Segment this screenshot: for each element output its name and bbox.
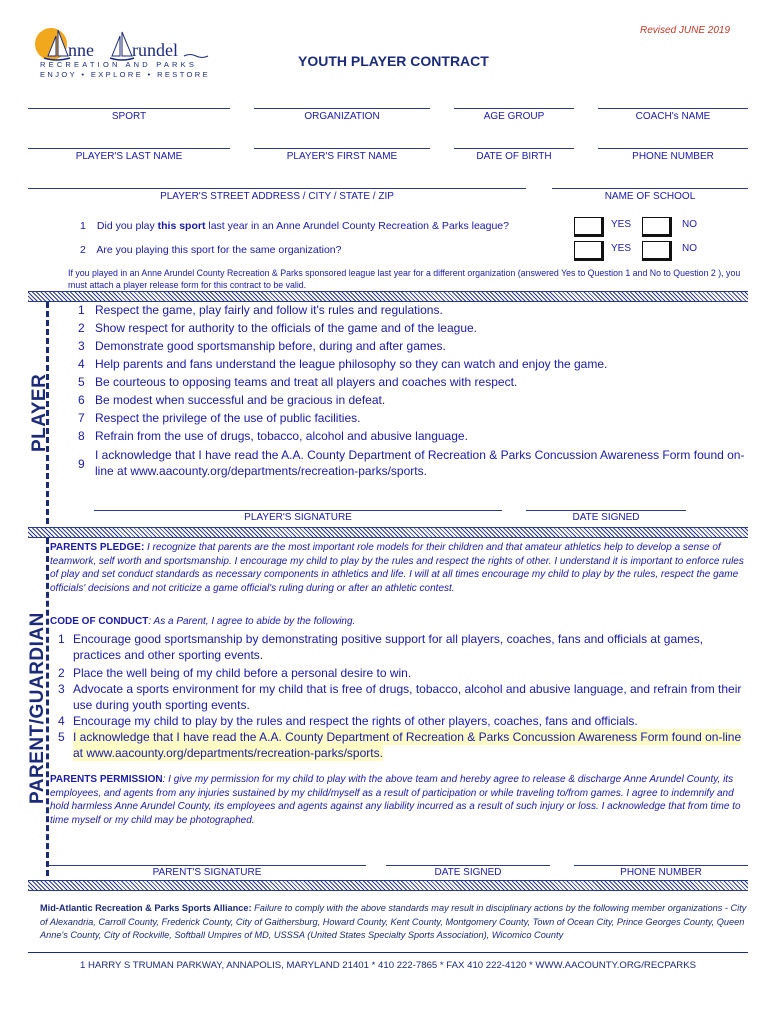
parent-bottom-border — [28, 880, 748, 891]
player-signature-label: PLAYER'S SIGNATURE — [244, 512, 352, 523]
organization-field-line[interactable] — [254, 108, 430, 109]
player-rule-number: 3 — [78, 339, 85, 353]
dob-field-line[interactable] — [454, 148, 574, 149]
player-item-9-line1: I acknowledge that I have read the A.A. County Department of Recreation & Parks Concussion Awareness Form found on- — [95, 448, 745, 462]
parent-signature-label: PARENT'S SIGNATURE — [152, 867, 262, 878]
revised-date: Revised JUNE 2019 — [640, 25, 731, 36]
player-rule-text: Demonstrate good sportsmanship before, during and after games. — [95, 339, 446, 353]
player-rule-item — [78, 320, 477, 336]
player-date-line[interactable] — [526, 510, 686, 511]
parent-top-border — [28, 527, 748, 538]
first-name-label: PLAYER'S FIRST NAME — [286, 151, 398, 162]
code-of-conduct — [50, 615, 748, 629]
player-rule-item — [78, 374, 517, 390]
parent-phone-label: PHONE NUMBER — [620, 867, 702, 878]
footer-address: 1 HARRY S TRUMAN PARKWAY, ANNAPOLIS, MARYLAND 21401 * 410 222-7865 * FAX 410 222-4120 * WWW.AACOUNTY.ORG/RECPARKS — [79, 960, 697, 971]
player-rule-number: 5 — [78, 375, 85, 389]
question-1 — [80, 220, 509, 232]
player-rule-item — [78, 302, 443, 318]
question-2-text: Are you playing this sport for the same organization? — [96, 244, 342, 256]
alliance-title: Mid-Atlantic Recreation & Parks Sports Alliance: — [40, 903, 252, 913]
player-rule-number: 1 — [78, 303, 85, 317]
question-1-post: last year in an Anne Arundel County Recreation & Parks league? — [205, 220, 509, 232]
question-1-pre: Did you play — [96, 220, 158, 232]
player-rule-number: 2 — [78, 321, 85, 335]
player-rule-text: Respect the privilege of the use of public facilities. — [95, 411, 361, 425]
logo-name-part1: nne — [68, 40, 94, 60]
player-rule-item — [78, 338, 446, 354]
last-name-field-line[interactable] — [28, 148, 230, 149]
player-rule-text: Respect the game, play fairly and follow it's rules and regulations. — [95, 303, 443, 317]
parent-conduct-line2: use during youth sporting events. — [73, 698, 250, 712]
player-date-label: DATE SIGNED — [572, 512, 640, 523]
parent-conduct-line2: at www.aacounty.org/departments/recreation-parks/sports. — [73, 746, 383, 760]
code-of-conduct-text: : As a Parent, I agree to abide by the following. — [148, 616, 356, 627]
parent-conduct-line1: Encourage my child to play by the rules and respect the rights of other players, coaches, fans and officials. — [73, 714, 638, 728]
q1-yes-label: YES — [611, 219, 632, 230]
q1-yes-checkbox[interactable] — [574, 217, 604, 237]
player-rule-number: 4 — [78, 357, 85, 371]
age-group-label: AGE GROUP — [483, 111, 545, 122]
parents-permission — [50, 773, 748, 827]
footer-rule — [28, 952, 748, 953]
school-label: NAME OF SCHOOL — [604, 191, 696, 202]
parent-conduct-line1: I acknowledge that I have read the A.A. County Department of Recreation & Parks Concussion Awareness Form found on-line — [73, 730, 742, 744]
coach-field-line[interactable] — [598, 108, 748, 109]
parents-permission-text: : I give my permission for my child to play with the above team and hereby agree to release & discharge Anne Arundel County, its employees, and agents from any injuries sustained by my child/myself as a result of participation or while traveling to/from games. I agree to indemnify and hold harmless Anne Arundel County, its employees and agents against any liability incurred as a result of such injury or loss. I acknowledge that from time to time myself or my child may be photographed. — [50, 774, 741, 826]
parents-pledge-text: I recognize that parents are the most important role models for their children and that amateur athletics help to develop a sense of teamwork, self worth and sportsmanship. I encourage my child to play by the rules and respect the rights of other. I understand it is important to enforce rules of play and set conduct standards as necessary components in athletics and life. I will at all times encourage my child to play by the rules, respect the game officials' decisions and not criticize a game official's ruling during or after an athletic contest. — [50, 542, 744, 594]
logo-tagline-1: RECREATION AND PARKS — [40, 60, 198, 69]
player-rule-text: Refrain from the use of drugs, tobacco, alcohol and abusive language. — [95, 429, 468, 443]
parents-pledge — [50, 541, 748, 595]
address-field-line[interactable] — [28, 188, 526, 189]
player-rule-item — [78, 410, 360, 426]
player-signature-line[interactable] — [94, 510, 502, 511]
parent-conduct-number: 3 — [58, 682, 65, 696]
player-item-9-number: 9 — [78, 457, 85, 471]
player-rule-item — [78, 356, 607, 372]
player-rule-text: Be modest when successful and be gracious in defeat. — [95, 393, 386, 407]
q1-no-checkbox[interactable] — [642, 217, 672, 237]
parents-permission-title: PARENTS PERMISSION — [50, 774, 163, 785]
player-rule-number: 6 — [78, 393, 85, 407]
parent-conduct-number: 4 — [58, 714, 65, 728]
parent-date-line[interactable] — [386, 865, 550, 866]
player-rule-item — [78, 428, 468, 444]
q2-no-checkbox[interactable] — [642, 241, 672, 261]
parent-conduct-line1: Advocate a sports environment for my child that is free of drugs, tobacco, alcohol and abusive language, and refrain from their — [73, 682, 742, 696]
player-rule-item — [78, 392, 385, 408]
parent-phone-line[interactable] — [574, 865, 748, 866]
organization-label: ORGANIZATION — [304, 111, 380, 122]
q2-yes-label: YES — [611, 243, 632, 254]
question-2 — [80, 244, 341, 256]
player-top-border — [28, 291, 748, 302]
parent-signature-line[interactable] — [48, 865, 366, 866]
player-rule-text: Be courteous to opposing teams and treat all players and coaches with respect. — [95, 375, 518, 389]
logo-name-part2: rundel — [132, 40, 178, 60]
parent-conduct-number: 2 — [58, 666, 65, 680]
player-side-label: PLAYER — [29, 373, 50, 452]
coach-label: COACH's NAME — [635, 111, 711, 122]
player-rule-number: 8 — [78, 429, 85, 443]
q2-yes-checkbox[interactable] — [574, 241, 604, 261]
phone-field-line[interactable] — [598, 148, 748, 149]
alliance-notice — [40, 902, 748, 943]
parent-conduct-line2: practices and other sporting events. — [73, 648, 264, 662]
q2-no-label: NO — [682, 243, 697, 254]
player-rule-text: Help parents and fans understand the league philosophy so they can watch and enjoy the game. — [95, 357, 608, 371]
q1-no-label: NO — [682, 219, 697, 230]
code-of-conduct-title: CODE OF CONDUCT — [50, 616, 149, 627]
last-name-label: PLAYER'S LAST NAME — [75, 151, 183, 162]
school-field-line[interactable] — [552, 188, 748, 189]
parent-date-label: DATE SIGNED — [434, 867, 502, 878]
aa-recreation-parks-logo — [34, 26, 214, 82]
parents-pledge-title: PARENTS PLEDGE: — [50, 542, 145, 553]
sport-field-line[interactable] — [28, 108, 230, 109]
player-rule-text: Show respect for authority to the officials of the game and of the league. — [95, 321, 478, 335]
address-label: PLAYER'S STREET ADDRESS / CITY / STATE / ZIP — [160, 191, 394, 202]
question-2-number: 2 — [80, 244, 86, 256]
dob-label: DATE OF BIRTH — [476, 151, 552, 162]
sport-label: SPORT — [111, 111, 147, 122]
parent-conduct-number: 5 — [58, 730, 65, 744]
alliance-text: Failure to comply with the above standards may result in disciplinary actions by the following member organizations - City of Alexandria, Carroll County, Frederick County, City of Gaithersburg, Howard County, Kent County, Montgomery County, Town of Ocean City, Prince Georges County, Queen Anne's County, City of Rockville, Softball Umpires of MD, USSSA (United States Specialty Sports Association), Wicomico County — [40, 903, 747, 940]
parent-side-label: PARENT/GUARDIAN — [27, 612, 48, 804]
logo-tagline-2: ENJOY • EXPLORE • RESTORE — [40, 70, 211, 79]
release-note: If you played in an Anne Arundel County Recreation & Parks sponsored league last year for a different organization (answered Yes to Question 1 and No to Question 2 ), you must attach a player release form for this contract to be valid. — [68, 268, 741, 290]
parent-conduct-line1: Place the well being of my child before a personal desire to win. — [73, 666, 412, 680]
question-1-bold: this sport — [157, 220, 206, 232]
first-name-field-line[interactable] — [254, 148, 430, 149]
parent-conduct-line1: Encourage good sportsmanship by demonstrating positive support for all players, coaches, fans and officials at games, — [73, 632, 704, 646]
parent-conduct-number: 1 — [58, 632, 65, 646]
page-title: YOUTH PLAYER CONTRACT — [298, 53, 489, 69]
question-1-number: 1 — [80, 220, 86, 232]
phone-label: PHONE NUMBER — [632, 151, 714, 162]
player-rule-number: 7 — [78, 411, 85, 425]
age-group-field-line[interactable] — [454, 108, 574, 109]
player-item-9-line2: line at www.aacounty.org/departments/recreation-parks/sports. — [95, 464, 427, 478]
